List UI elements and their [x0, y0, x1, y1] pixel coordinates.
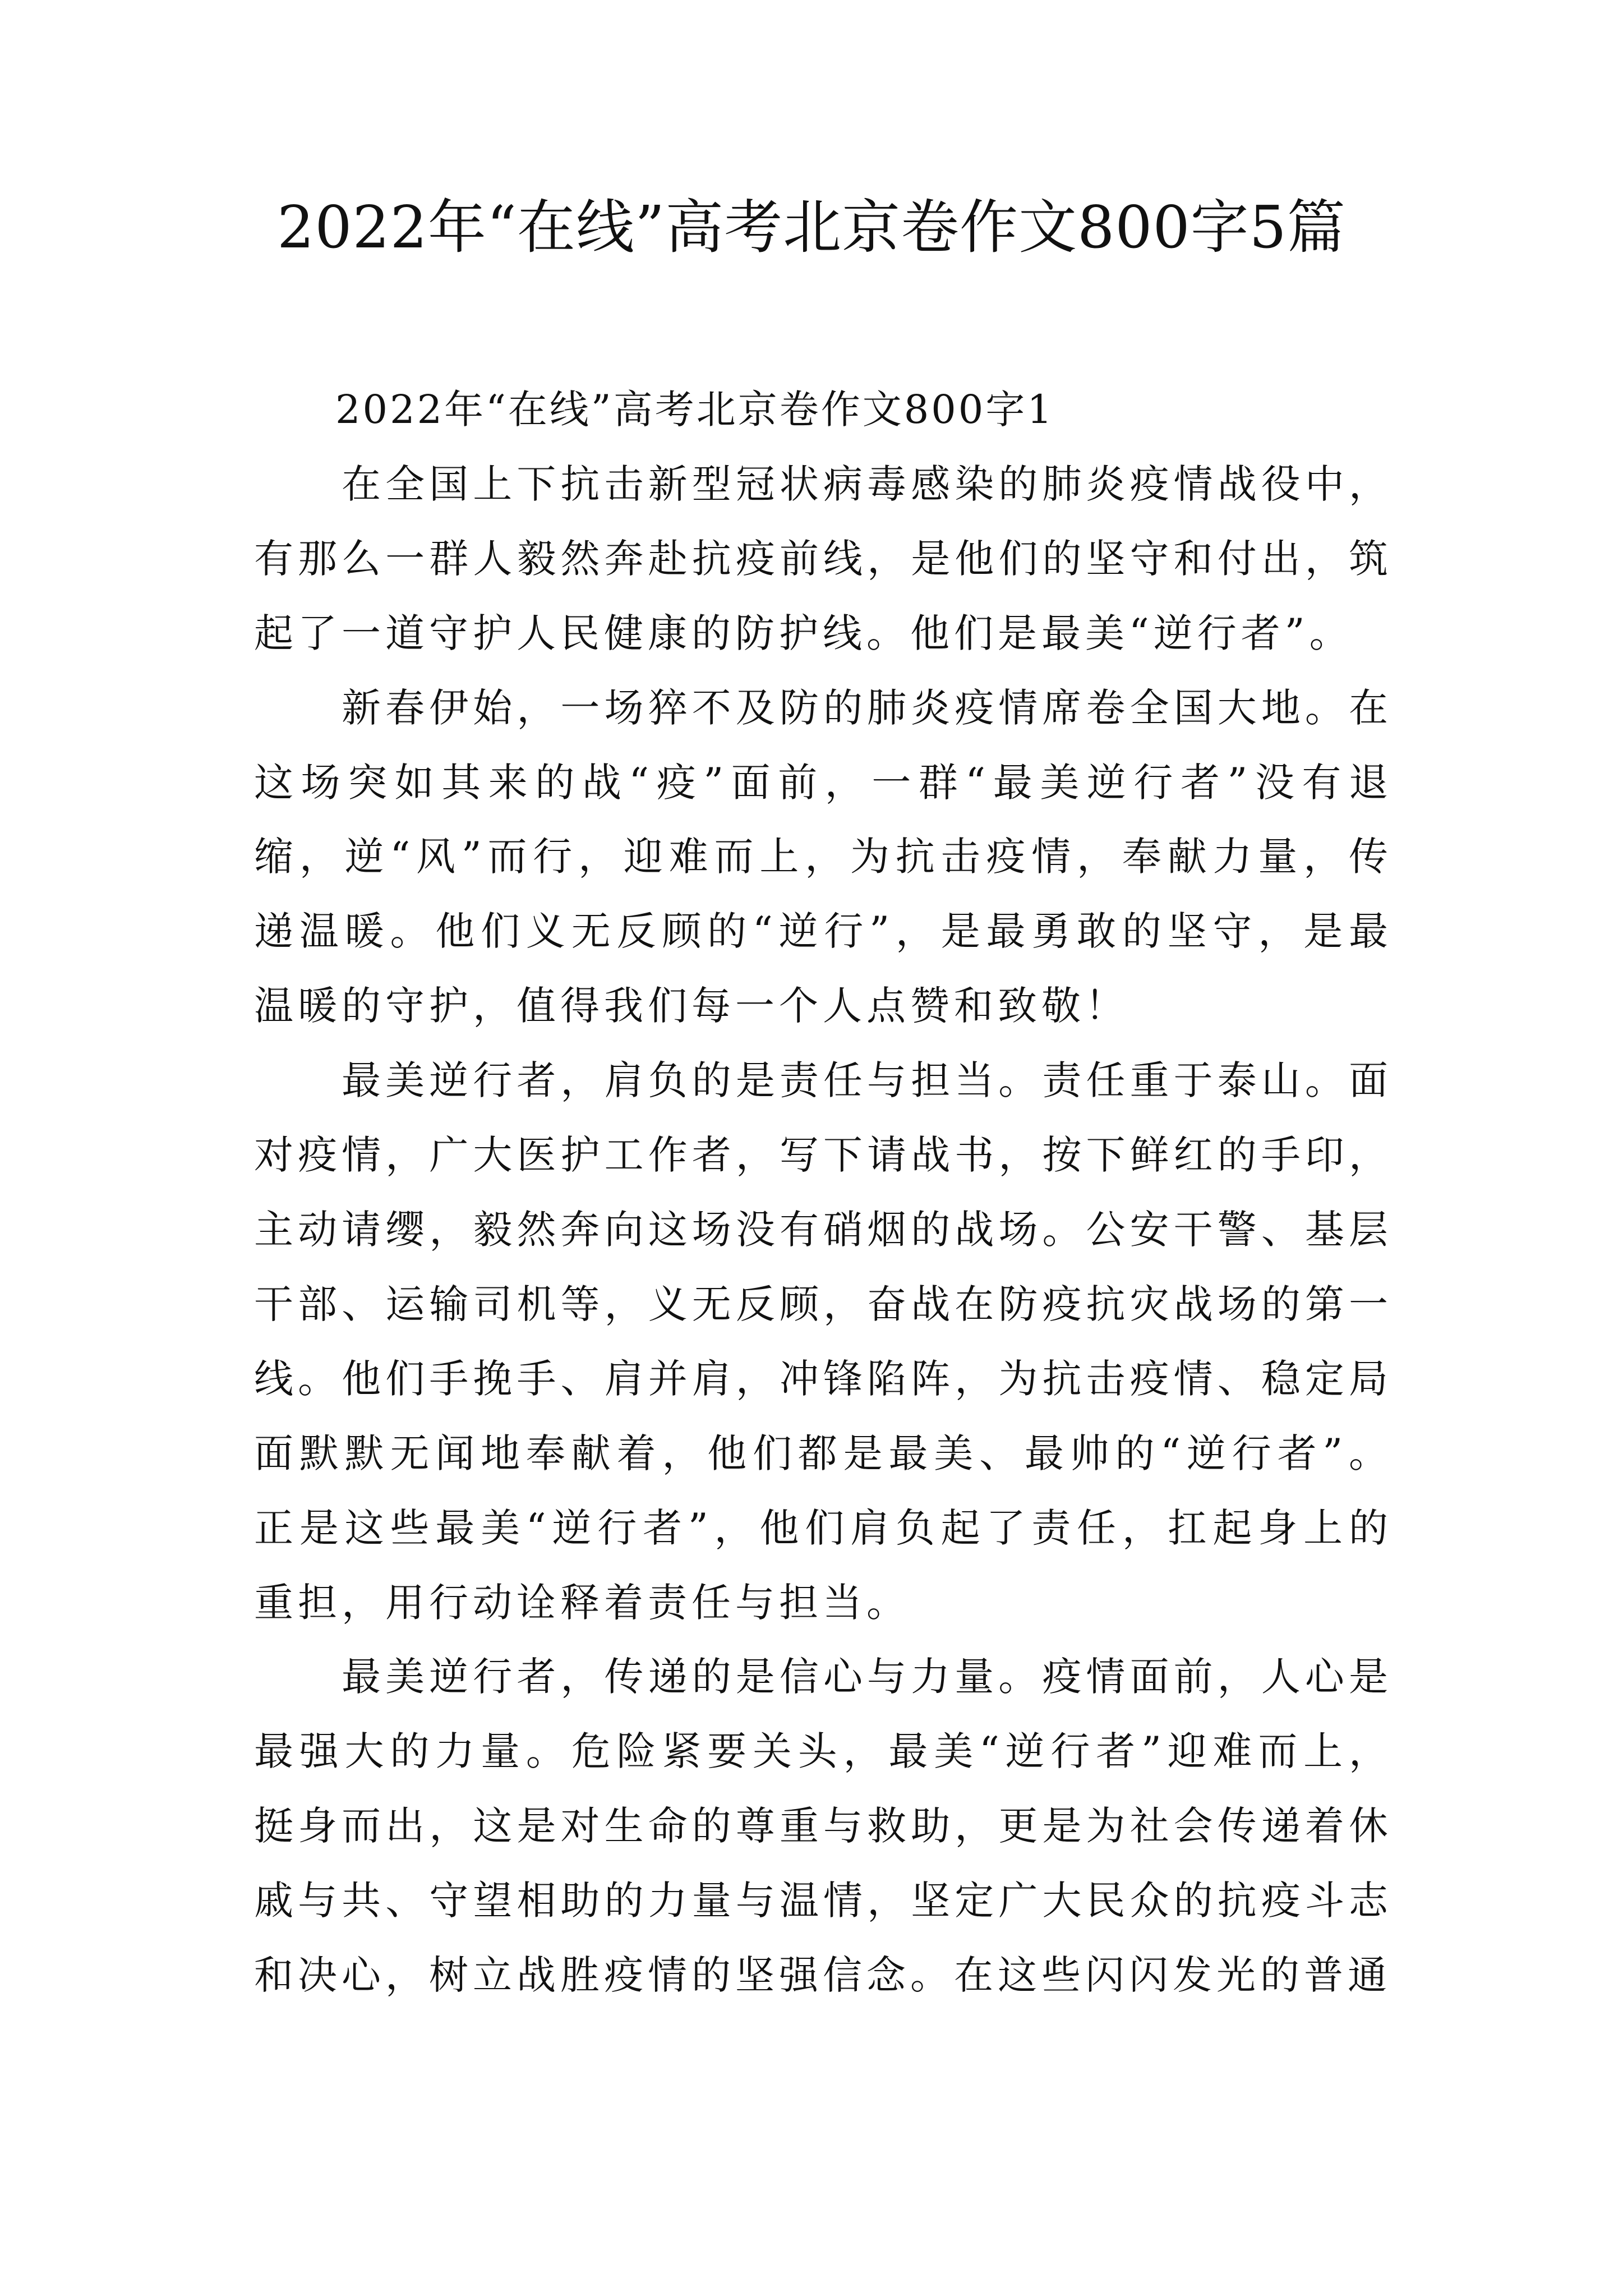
- document-body: [254, 372, 1393, 2013]
- document-title: 2022年“在线”高考北京卷作文800字5篇: [277, 193, 1346, 261]
- paragraph-2: 新春伊始，一场猝不及防的肺炎疫情席卷全国大地。在这场突如其来的战“疫”面前，一群“最美逆行者”没有退缩，逆“风”而行，迎难而上，为抗击疫情，奉献力量，传递温暖。他们义无反顾的“逆行”，是最勇敢的坚守，是最温暖的守护，值得我们每一个人点赞和致敬！: [254, 684, 1393, 1029]
- paragraph-1: 在全国上下抗击新型冠状病毒感染的肺炎疫情战役中，有那么一群人毅然奔赴抗疫前线，是他们的坚守和付出，筑起了一道守护人民健康的防护线。他们是最美“逆行者”。: [254, 461, 1393, 656]
- essay-subtitle: 2022年“在线”高考北京卷作文800字1: [335, 386, 1054, 432]
- paragraph-4: 最美逆行者，传递的是信心与力量。疫情面前，人心是最强大的力量。危险紧要关头，最美“逆行者”迎难而上，挺身而出，这是对生命的尊重与救助，更是为社会传递着休戚与共、守望相助的力量与温情，坚定广大民众的抗疫斗志和决心，树立战胜疫情的坚强信念。在这些闪闪发光的普通: [254, 1654, 1393, 1999]
- paragraph-3: 最美逆行者，肩负的是责任与担当。责任重于泰山。面对疫情，广大医护工作者，写下请战书，按下鲜红的手印，主动请缨，毅然奔向这场没有硝烟的战场。公安干警、基层干部、运输司机等，义无反顾，奋战在防疫抗灾战场的第一线。他们手挽手、肩并肩，冲锋陷阵，为抗击疫情、稳定局面默默无闻地奉献着，他们都是最美、最帅的“逆行者”。正是这些最美“逆行者”，他们肩负起了责任，扛起身上的重担，用行动诠释着责任与担当。: [254, 1057, 1393, 1626]
